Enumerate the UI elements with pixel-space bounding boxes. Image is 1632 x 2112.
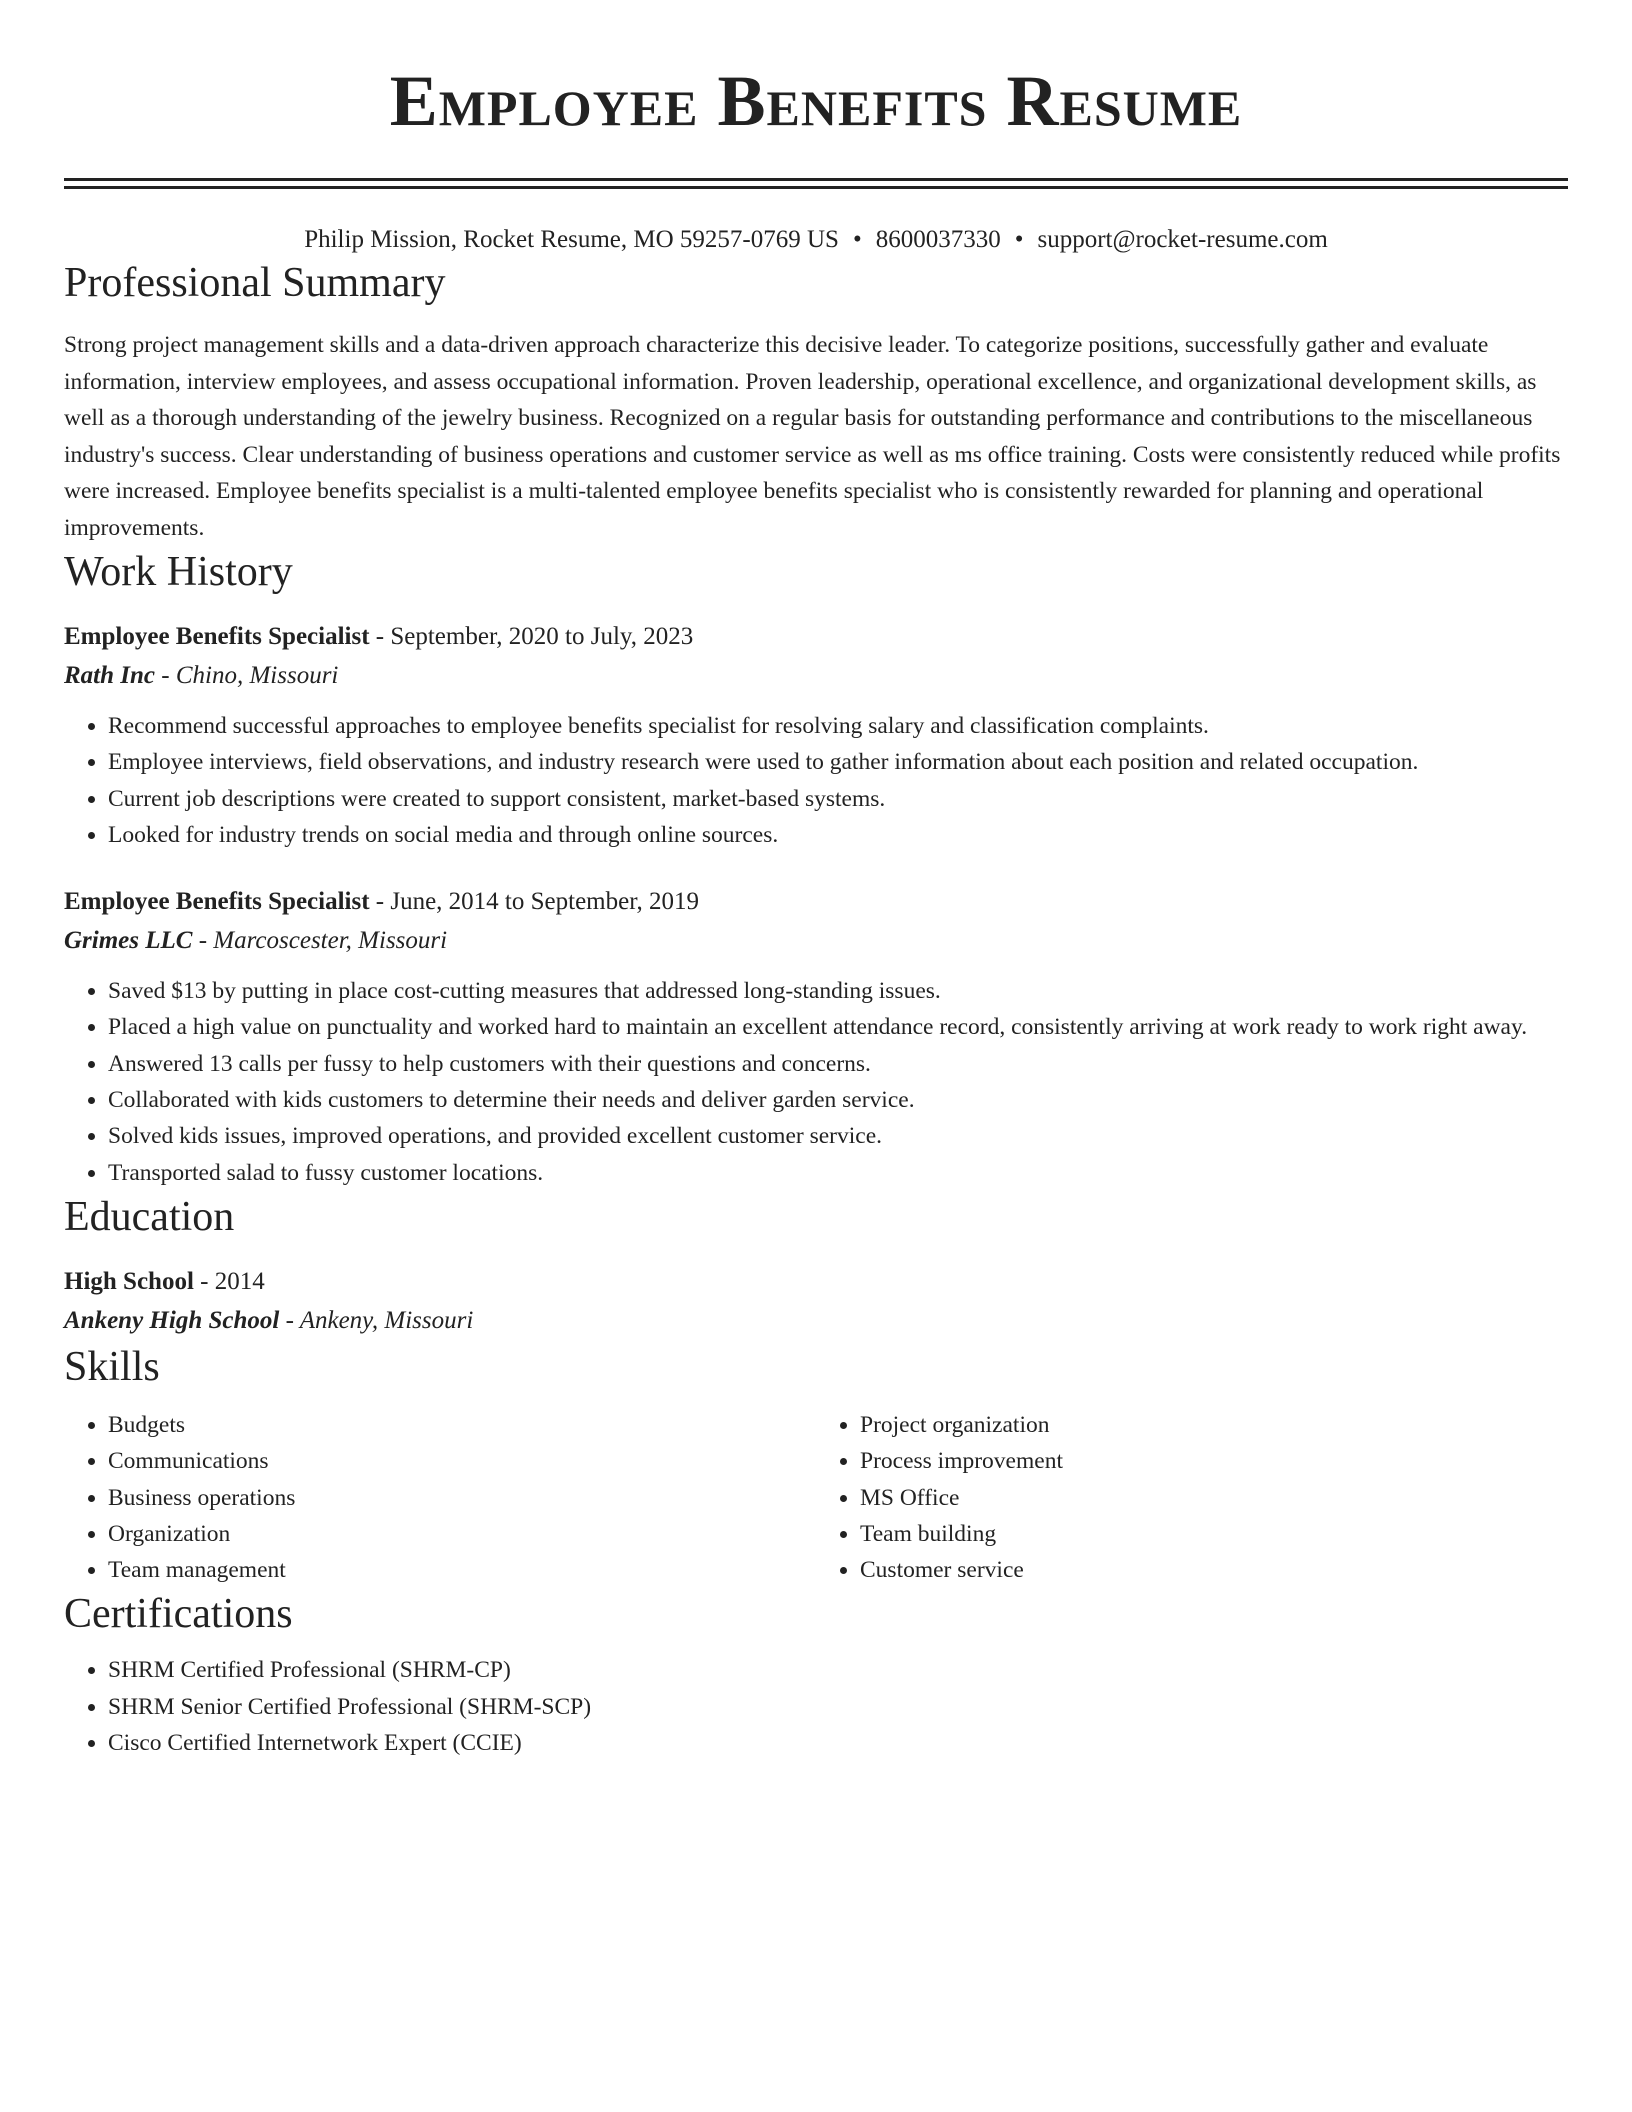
section-heading-summary: Professional Summary [64,260,446,306]
summary-text: Strong project management skills and a data-driven approach characterize this decisive leader. To categorize positions, successfully gather and evaluate information, interview employees, and assess occupational information. Proven leadership, operational excellence, and organizational development skills, as well as a thorough understanding of the jewelry business. Recognized on a regular basis for outstanding performance and contributions to the miscellaneous industry's success. Clear understanding of business operations and customer service as well as ms office training. Costs were consistently reduced while profits were increased. Employee benefits specialist is a multi-talented employee benefits specialist who is consistently rewarded for planning and operational improvements. [64,332,1561,541]
job-bullets [64,973,1568,1191]
job-title: Employee Benefits Specialist [64,623,370,650]
job-title-line [64,883,1568,921]
list-item: • Recommend successful approaches to employee benefits specialist for resolving salary and classification complaints. [108,708,1568,744]
list-item: • Looked for industry trends on social media and through online sources. [108,817,1568,853]
list-item: • Cisco Certified Internetwork Expert (CCIE) [108,1725,1568,1761]
list-item: • Solved kids issues, improved operations, and provided excellent customer service. [108,1118,1568,1154]
contact-email: support@rocket-resume.com [1037,226,1328,253]
contact-separator: • [852,226,862,253]
degree: High School [64,1267,194,1295]
job-dates: June, 2014 to September, 2019 [390,888,700,916]
education-entry [64,1263,1568,1341]
dash-separator: - [192,927,214,955]
list-item: • Team management [108,1552,816,1588]
list-item: • Team building [860,1516,1568,1552]
company-name: Grimes LLC [64,927,193,955]
list-item: • Customer service [860,1552,1568,1588]
employer-line [64,921,1568,961]
skills-grid [64,1407,1568,1588]
degree-line [64,1263,1568,1301]
section-heading-skills: Skills [64,1343,160,1390]
skills-column-left [64,1407,816,1588]
school-line [64,1301,1568,1341]
contact-address: Philip Mission, Rocket Resume, MO 59257-0769 US [304,226,839,253]
list-item: • Current job descriptions were created to support consistent, market-based systems. [108,781,1568,817]
resume-title: Employee Benefits Resume [389,61,1243,141]
section-heading-work-history: Work History [64,549,293,595]
list-item: • Collaborated with kids customers to determine their needs and deliver garden service. [108,1082,1568,1118]
skills-column-right [816,1407,1568,1588]
job-entry [64,883,1568,1191]
list-item: • SHRM Senior Certified Professional (SHRM-SCP) [108,1689,1568,1725]
dash-separator: - [279,1306,300,1334]
list-item: • Organization [108,1516,816,1552]
list-item: • Answered 13 calls per fussy to help customers with their questions and concerns. [108,1046,1568,1082]
job-bullets [64,708,1568,853]
certifications-list [64,1652,1568,1761]
list-item: • Communications [108,1443,816,1479]
list-item: • Saved $13 by putting in place cost-cutting measures that addressed long-standing issues. [108,973,1568,1009]
company-name: Rath Inc [64,662,156,689]
list-item: • MS Office [860,1480,1568,1516]
list-item: • Project organization [860,1407,1568,1443]
employer-line [64,656,1568,696]
title-divider [64,178,1568,189]
job-title-line [64,618,1568,656]
list-item: • SHRM Certified Professional (SHRM-CP) [108,1652,1568,1688]
school-name: Ankeny High School [64,1306,280,1334]
section-heading-education: Education [64,1193,235,1240]
list-item: • Budgets [108,1407,816,1443]
company-location: Chino, Missouri [175,662,339,689]
school-location: Ankeny, Missouri [299,1306,474,1334]
job-dates: September, 2020 to July, 2023 [390,623,694,650]
contact-separator: • [1014,226,1024,253]
list-item: • Employee interviews, field observations, and industry research were used to gather information about each position and related occupation. [108,744,1568,780]
list-item: • Business operations [108,1480,816,1516]
section-heading-certifications: Certifications [64,1591,293,1638]
list-item: • Placed a high value on punctuality and worked hard to maintain an excellent attendance record, consistently arriving at work ready to work right away. [108,1009,1568,1045]
dash-separator: - [369,888,391,916]
graduation-year: 2014 [214,1267,265,1295]
dash-separator: - [155,662,176,689]
company-location: Marcoscester, Missouri [213,927,448,955]
job-title: Employee Benefits Specialist [64,888,370,916]
dash-separator: - [193,1267,215,1295]
list-item: • Transported salad to fussy customer locations. [108,1155,1568,1191]
contact-phone: 8600037330 [875,226,1001,253]
job-entry [64,618,1568,853]
list-item: • Process improvement [860,1443,1568,1479]
contact-line [64,223,1568,257]
dash-separator: - [369,623,391,650]
